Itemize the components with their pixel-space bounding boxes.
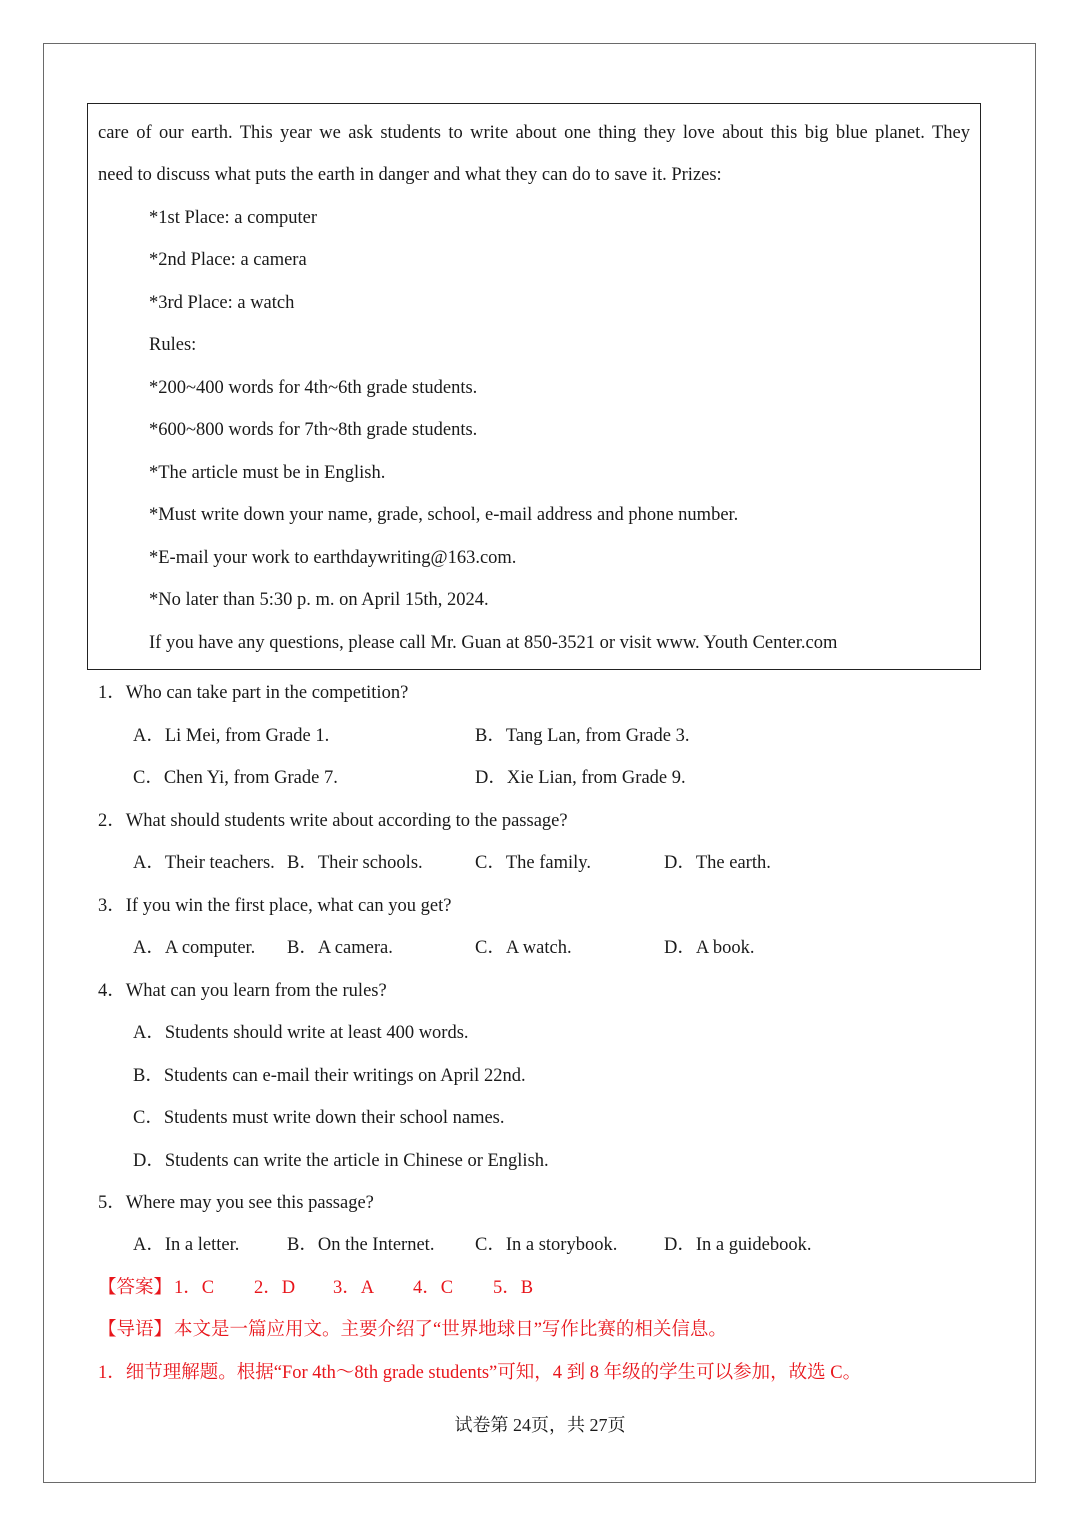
question-stem: 1．Who can take part in the competition?: [98, 683, 409, 703]
answer-item: 2．D: [254, 1278, 296, 1298]
option-b: B．On the Internet.: [287, 1235, 435, 1255]
option-c: C．Chen Yi, from Grade 7.: [133, 768, 338, 788]
prize-3rd: *3rd Place: a watch: [149, 293, 295, 313]
passage-intro-line: care of our earth. This year we ask students to write about one thing they love about this big blue planet. They: [98, 123, 970, 143]
answer-item: 5．B: [493, 1278, 534, 1298]
rule-item: *E-mail your work to earthdaywriting@163.com.: [149, 548, 517, 568]
option-d: D．The earth.: [664, 853, 771, 873]
guide-text: 本文是一篇应用文。主要介绍了“世界地球日”写作比赛的相关信息。: [174, 1320, 727, 1340]
option-c: C．Students must write down their school names.: [133, 1108, 505, 1128]
rule-item: *Must write down your name, grade, school, e-mail address and phone number.: [149, 505, 739, 525]
option-b: B．Students can e-mail their writings on April 22nd.: [133, 1066, 526, 1086]
question-stem: 3．If you win the first place, what can you get?: [98, 896, 452, 916]
option-d: D．In a guidebook.: [664, 1235, 812, 1255]
answer-item: 3．A: [333, 1278, 375, 1298]
option-d: D．Xie Lian, from Grade 9.: [475, 768, 686, 788]
option-c: C．The family.: [475, 853, 591, 873]
question-stem: 4．What can you learn from the rules?: [98, 981, 387, 1001]
option-b: B．A camera.: [287, 938, 393, 958]
option-a: A．A computer.: [133, 938, 256, 958]
answer-item: 4．C: [413, 1278, 454, 1298]
guide-label: 【导语】: [98, 1320, 173, 1340]
rule-item: *600~800 words for 7th~8th grade students.: [149, 420, 478, 440]
explanation-1: 1．细节理解题。根据“For 4th～8th grade students”可知，4 到 8 年级的学生可以参加，故选 C。: [98, 1363, 862, 1383]
option-b: B．Tang Lan, from Grade 3.: [475, 726, 690, 746]
contact-line: If you have any questions, please call Mr. Guan at 850-3521 or visit www. Youth Center.com: [149, 633, 838, 653]
option-a: A．In a letter.: [133, 1235, 240, 1255]
option-a: A．Students should write at least 400 words.: [133, 1023, 469, 1043]
option-b: B．Their schools.: [287, 853, 423, 873]
option-a: A．Li Mei, from Grade 1.: [133, 726, 330, 746]
option-c: C．A watch.: [475, 938, 572, 958]
option-d: D．Students can write the article in Chinese or English.: [133, 1151, 549, 1171]
option-d: D．A book.: [664, 938, 755, 958]
answer-item: 1．C: [174, 1278, 215, 1298]
rule-item: *200~400 words for 4th~6th grade students.: [149, 378, 478, 398]
rules-heading: Rules:: [149, 335, 197, 355]
question-stem: 2．What should students write about according to the passage?: [98, 811, 568, 831]
question-stem: 5．Where may you see this passage?: [98, 1193, 374, 1213]
page-number-footer: 试卷第 24页，共 27页: [454, 1415, 626, 1435]
option-c: C．In a storybook.: [475, 1235, 618, 1255]
rule-item: *The article must be in English.: [149, 463, 386, 483]
rule-item: *No later than 5:30 p. m. on April 15th, 2024.: [149, 590, 489, 610]
option-a: A．Their teachers.: [133, 853, 275, 873]
prize-1st: *1st Place: a computer: [149, 208, 317, 228]
prize-2nd: *2nd Place: a camera: [149, 250, 307, 270]
answer-label: 【答案】: [98, 1278, 173, 1298]
passage-intro-line: need to discuss what puts the earth in danger and what they can do to save it. Prizes:: [98, 165, 722, 185]
